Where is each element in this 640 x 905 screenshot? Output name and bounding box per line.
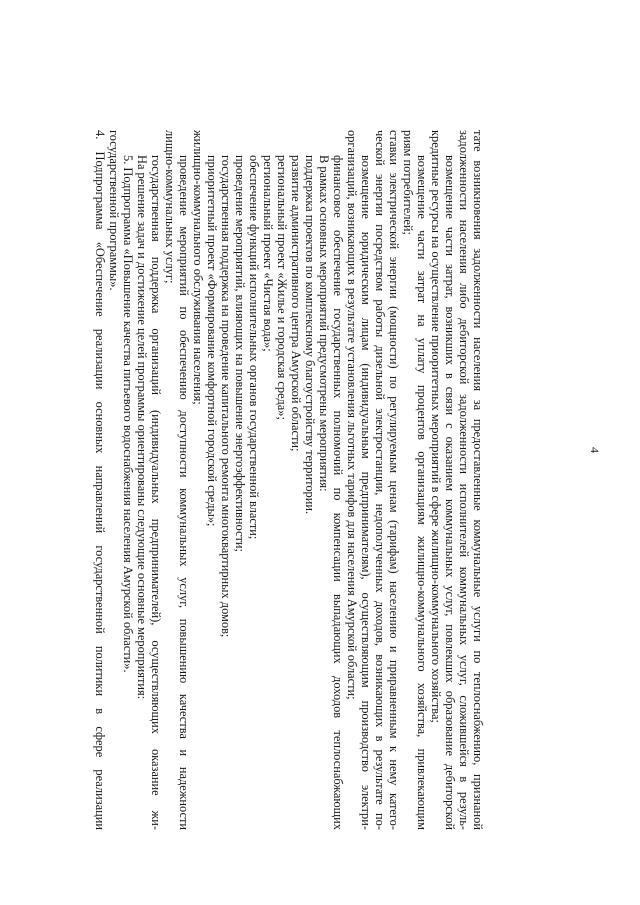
- text-line: жилищно-коммунального обслуживания населения;: [191, 130, 205, 405]
- text-line: финансовое обеспечение государственных полномочий по компенсации выпадающих доходов теплоснабжающих: [331, 155, 345, 830]
- text-line: государственная поддержка на проведение капитального ремонта многоквартирных домов;: [219, 155, 233, 638]
- text-line: проведение мероприятий, влияющих на повышение энергоэффективности;: [233, 155, 247, 552]
- text-line: 4. Подпрограмма «Обеспечение реализации основных направлений государственной политики в сфере реализации: [93, 130, 107, 830]
- text-line: 5. Подпрограмма «Повышение качества питьевого водоснабжения населения Амурской области».: [121, 155, 135, 673]
- text-line: задолженности населения либо дебиторской задолженности исполнителей коммунальных услуг, сложившейся в резуль-: [457, 130, 471, 830]
- text-line: поддержка проектов по комплексному благоустройству территории.: [303, 155, 317, 515]
- text-line: приоритетный проект «Формирование комфортной городской среды»;: [205, 155, 219, 527]
- text-line: возмещение части затрат, возникших в связи с оказанием коммунальных услуг, повлекших образование дебиторской: [443, 155, 457, 830]
- text-line: государственной программы».: [107, 130, 121, 291]
- text-line: возмещение части затрат на уплату процентов организациям жилищно-коммунального хозяйства, привлекающим: [415, 155, 429, 830]
- page-number: 4: [588, 447, 602, 453]
- text-line: возмещение юридическим лицам (индивидуальным предпринимателям), осуществляющим производство электри-: [359, 155, 373, 830]
- text-line: развитие административного центра Амурской области;: [289, 155, 303, 452]
- text-line: ческой энергии посредством работы дизельной электростанции, недополученных доходов, возникающих в результате по-: [373, 130, 387, 830]
- text-line: региональный проект «Чистая вода»;: [261, 155, 275, 352]
- text-line: ставки электрической энергии (мощности) по регулируемым ценам (тарифам) населению и приравненным к нему катего-: [387, 130, 401, 830]
- text-line: кредитные ресурсы на осуществление приоритетных мероприятий в сфере жилищно-коммунального хозяйства;: [429, 130, 443, 723]
- text-line: В рамках основных мероприятий предусмотрены мероприятия:: [317, 155, 331, 492]
- text-line: организаций, возникающих в результате установления льготных тарифов для населения Амурской области;: [345, 130, 359, 700]
- text-line: проведение мероприятий по обеспечению доступности коммунальных услуг, повышению качества и надежности: [177, 155, 191, 830]
- text-line: лищно-коммунальных услуг;: [163, 130, 177, 284]
- text-line: региональный проект «Жилье и городская среда»;: [275, 155, 289, 420]
- text-line: На решение задач и достижение целей программы ориентированы следующие основные мероприятия:: [135, 155, 149, 700]
- text-line: обеспечение функций исполнительных органов государственной власти;: [247, 155, 261, 540]
- text-line: тате возникновения задолженности населения за предоставленные коммунальные услуги по теплоснабжению, признаной: [471, 130, 485, 830]
- text-line: государственная поддержка организаций (индивидуальных предпринимателей), осуществляющих оказание жи-: [149, 155, 163, 830]
- text-line: риям потребителей;: [401, 130, 415, 235]
